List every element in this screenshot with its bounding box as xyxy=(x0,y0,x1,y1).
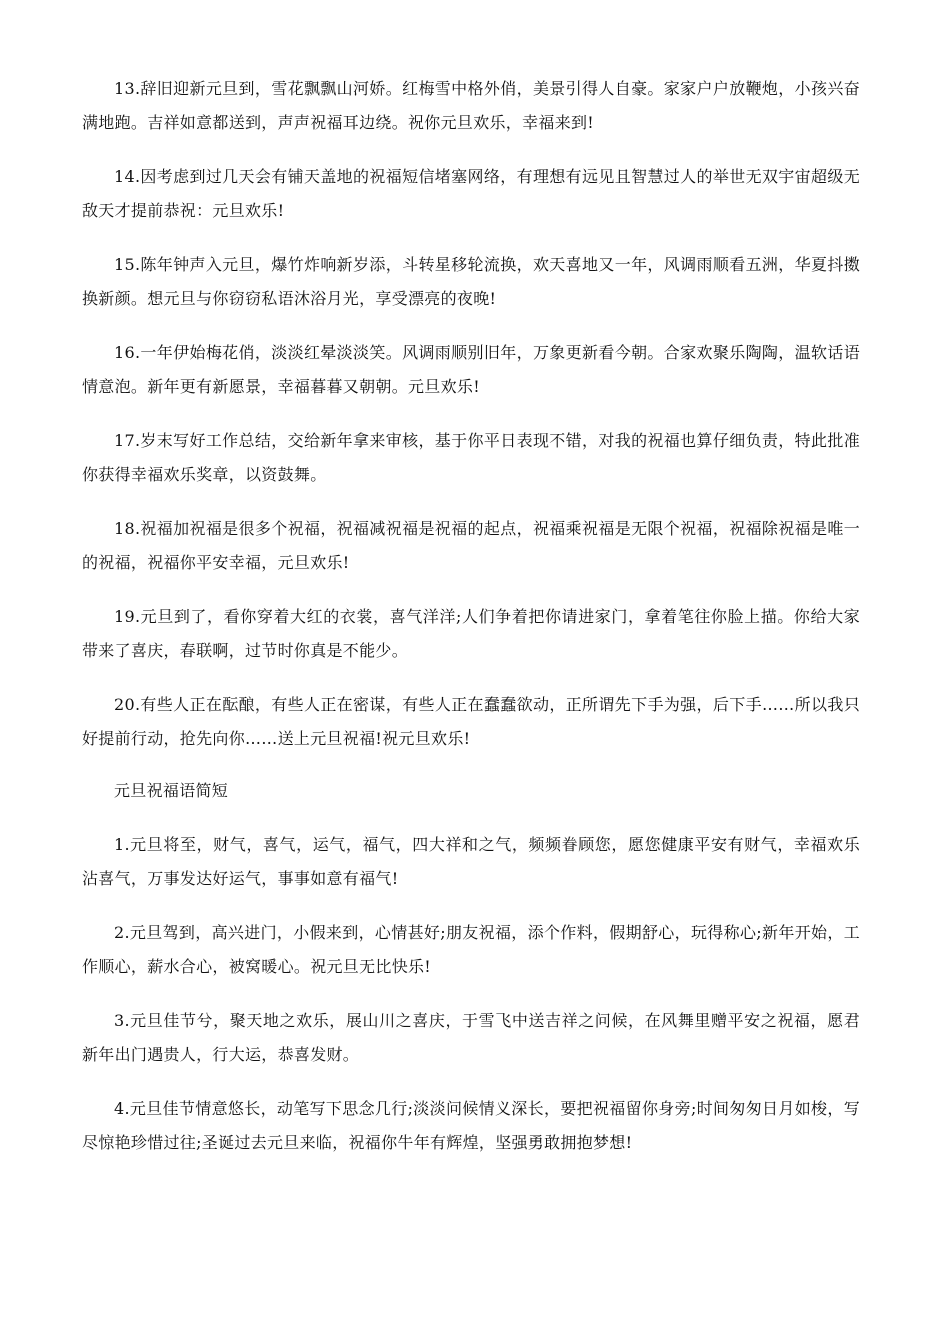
paragraph-20: 20.有些人正在酝酿，有些人正在密谋，有些人正在蠢蠢欲动，正所谓先下手为强，后下手……所以我只好提前行动，抢先向你……送上元旦祝福!祝元旦欢乐! xyxy=(82,695,860,748)
section-heading: 元旦祝福语简短 xyxy=(114,781,229,800)
paragraph-13: 13.辞旧迎新元旦到，雪花飘飘山河娇。红梅雪中格外俏，美景引得人自豪。家家户户放鞭炮，小孩兴奋满地跑。吉祥如意都送到，声声祝福耳边绕。祝你元旦欢乐，幸福来到! xyxy=(82,79,860,132)
paragraph-17: 17.岁末写好工作总结，交给新年拿来审核，基于你平日表现不错，对我的祝福也算仔细负责，特此批准你获得幸福欢乐奖章，以资鼓舞。 xyxy=(82,431,860,484)
paragraph-19: 19.元旦到了，看你穿着大红的衣裳，喜气洋洋;人们争着把你请进家门，拿着笔往你脸上描。你给大家带来了喜庆，春联啊，过节时你真是不能少。 xyxy=(82,607,860,660)
paragraph-16: 16.一年伊始梅花俏，淡淡红晕淡淡笑。风调雨顺别旧年，万象更新看今朝。合家欢聚乐陶陶，温软话语情意泡。新年更有新愿景，幸福暮暮又朝朝。元旦欢乐! xyxy=(82,343,860,396)
paragraph-18: 18.祝福加祝福是很多个祝福，祝福减祝福是祝福的起点，祝福乘祝福是无限个祝福，祝福除祝福是唯一的祝福，祝福你平安幸福，元旦欢乐! xyxy=(82,519,860,572)
paragraph-1: 1.元旦将至，财气，喜气，运气，福气，四大祥和之气，频频眷顾您，愿您健康平安有财气，幸福欢乐沾喜气，万事发达好运气，事事如意有福气! xyxy=(82,835,860,888)
paragraph-14: 14.因考虑到过几天会有铺天盖地的祝福短信堵塞网络，有理想有远见且智慧过人的举世无双宇宙超级无敌天才提前恭祝：元旦欢乐! xyxy=(82,167,860,220)
document-body xyxy=(82,72,860,1180)
paragraph-2: 2.元旦驾到，高兴进门，小假来到，心情甚好;朋友祝福，添个作料，假期舒心，玩得称心;新年开始，工作顺心，薪水合心，被窝暖心。祝元旦无比快乐! xyxy=(82,923,860,976)
paragraph-15: 15.陈年钟声入元旦，爆竹炸响新岁添，斗转星移轮流换，欢天喜地又一年，风调雨顺看五洲，华夏抖擞换新颜。想元旦与你窃窃私语沐浴月光，享受漂亮的夜晚! xyxy=(82,255,860,308)
paragraph-4: 4.元旦佳节情意悠长，动笔写下思念几行;淡淡问候情义深长，要把祝福留你身旁;时间匆匆日月如梭，写尽惊艳珍惜过往;圣诞过去元旦来临，祝福你牛年有辉煌，坚强勇敢拥抱梦想! xyxy=(82,1099,860,1152)
paragraph-3: 3.元旦佳节兮，聚天地之欢乐，展山川之喜庆，于雪飞中送吉祥之问候，在风舞里赠平安之祝福，愿君新年出门遇贵人，行大运，恭喜发财。 xyxy=(82,1011,860,1064)
